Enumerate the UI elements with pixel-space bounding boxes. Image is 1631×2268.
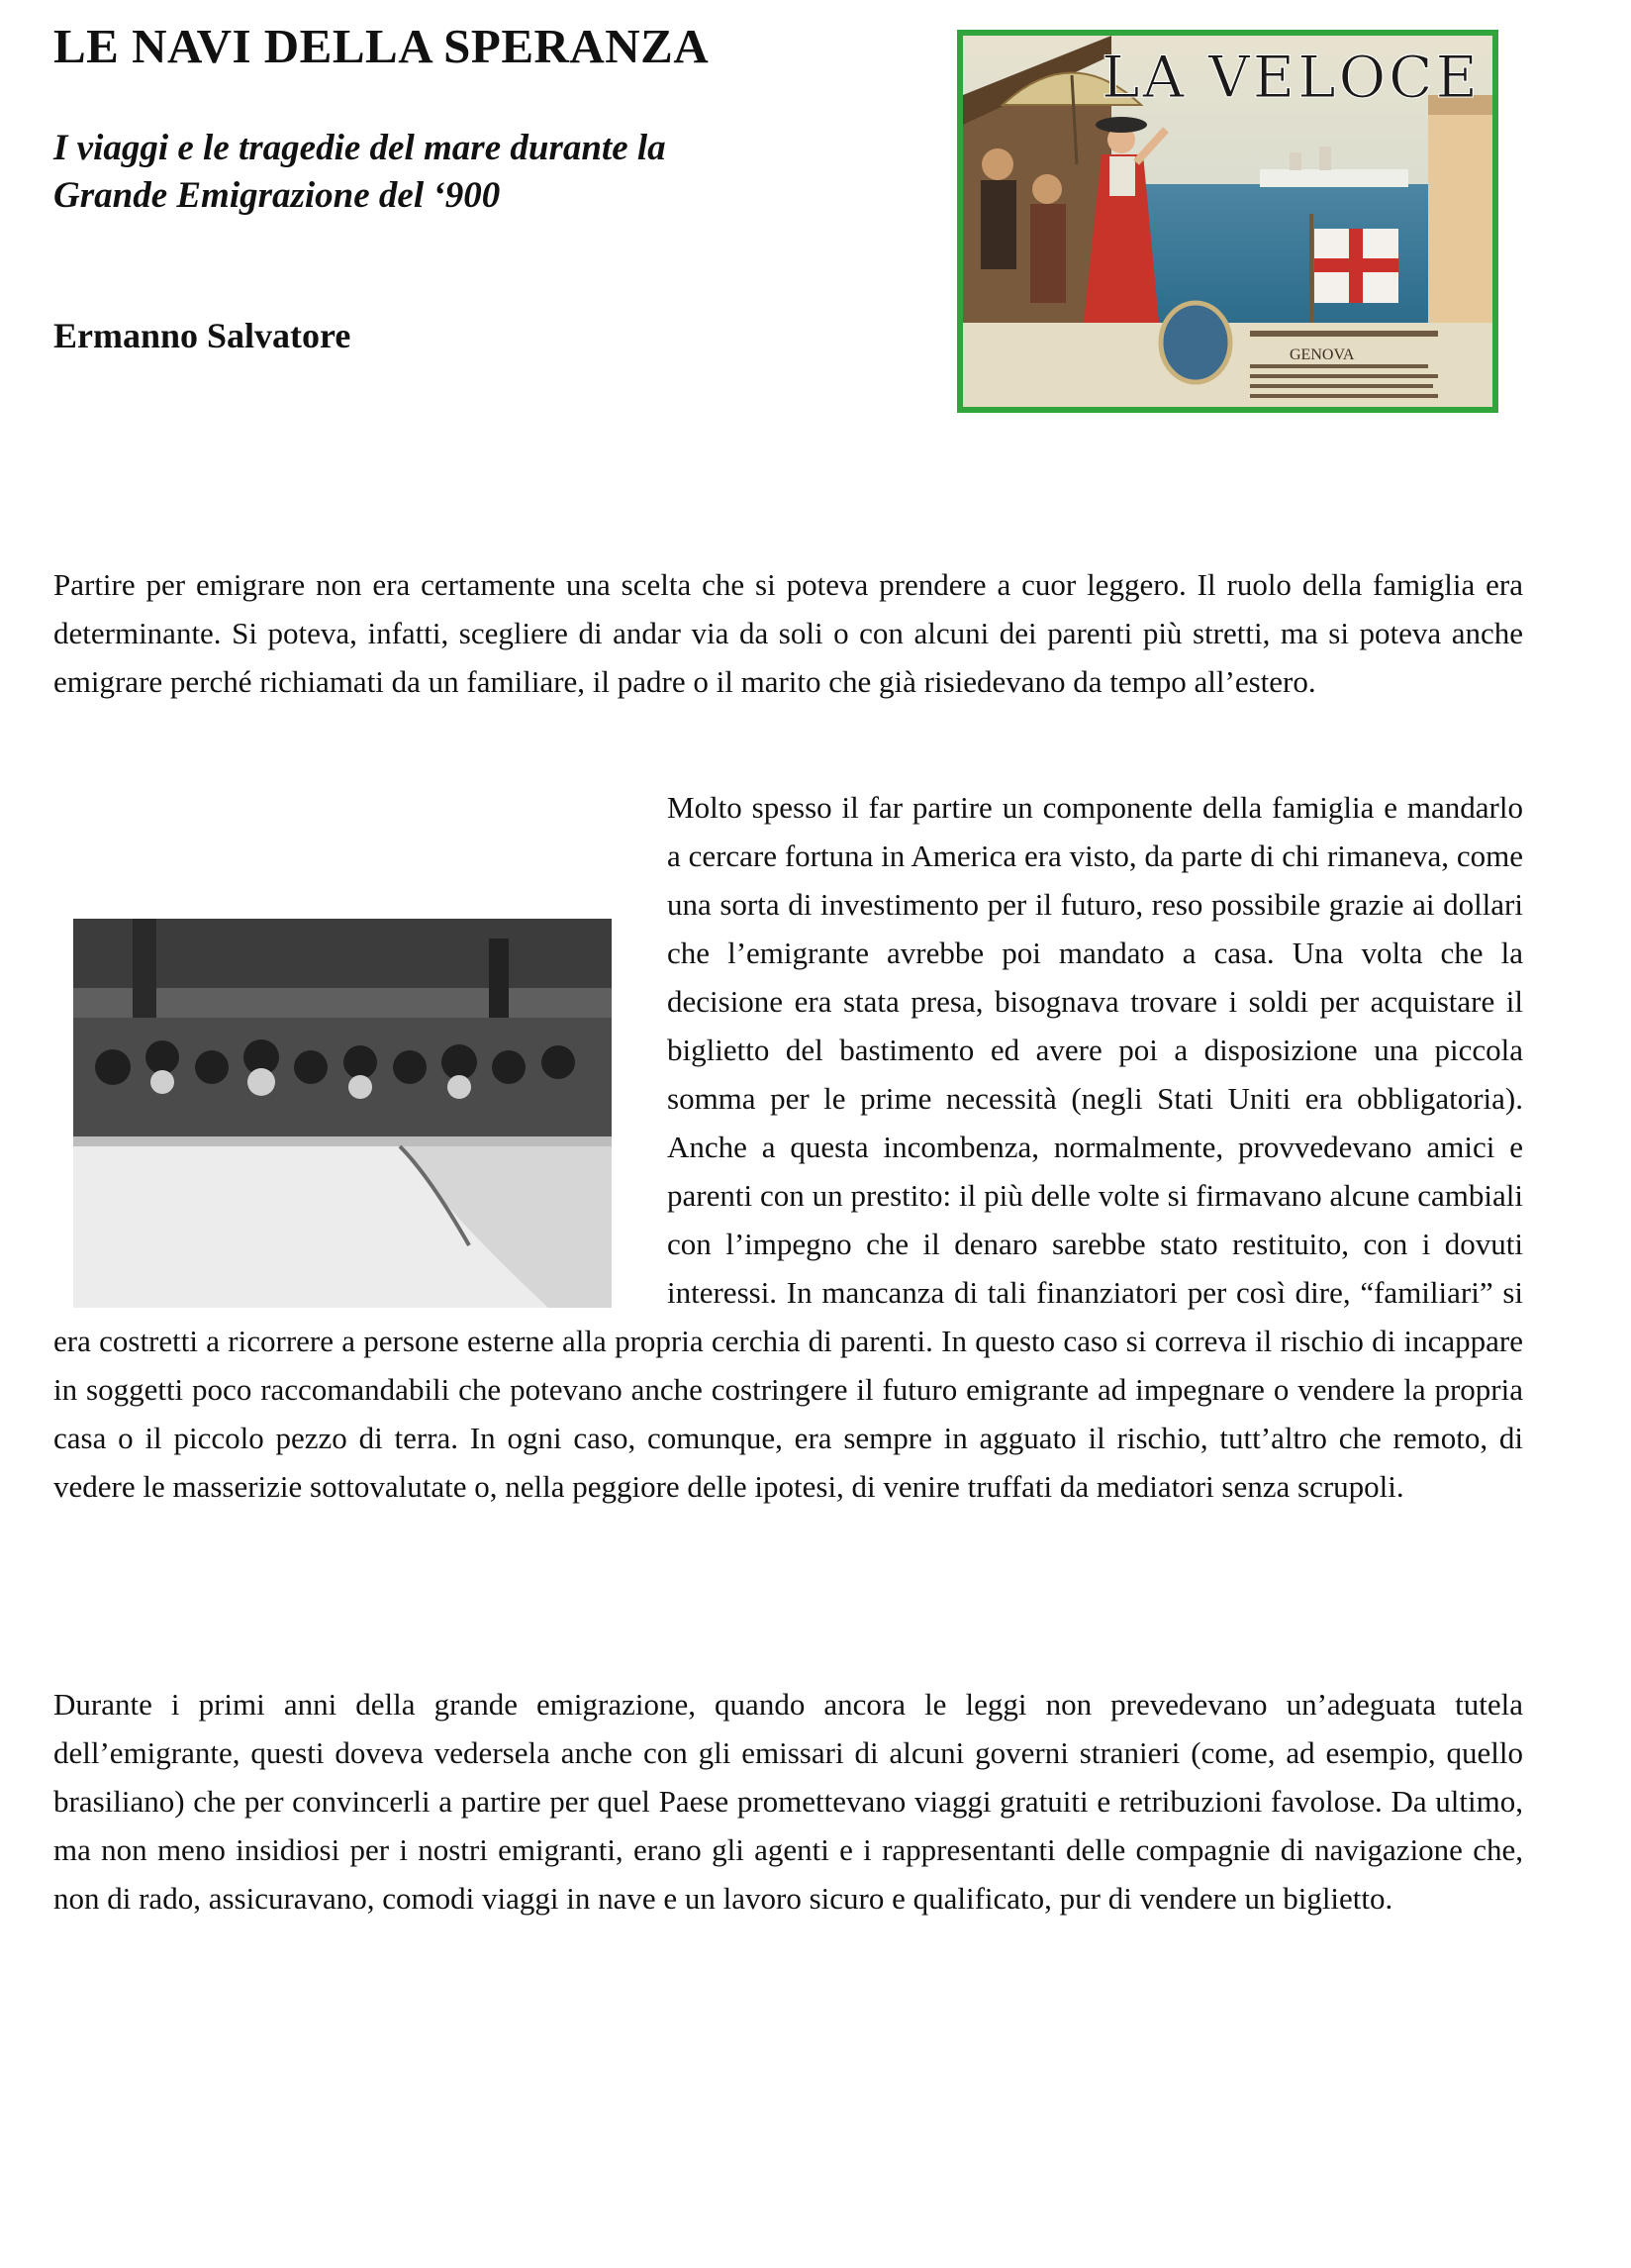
poster-brand: LA VELOCE bbox=[1102, 44, 1481, 111]
la-veloce-poster-image bbox=[957, 30, 1498, 413]
paragraph-3: Durante i primi anni della grande emigrazione, quando ancora le leggi non prevedevano un’adeguata tutela dell’emigrante, questi doveva vedersela anche con gli emissari di alcuni governi stranieri (come, ad esempio, quello brasiliano) che per convincerli a partire per quel Paese promettevano viaggi gratuiti e retribuzioni favolose. Da ultimo, ma non meno insidiosi per i nostri emigranti, erano gli agenti e i rappresentanti delle compagnie di navigazione che, non di rado, assicuravano, comodi viaggi in nave e un lavoro sicuro e qualificato, pur di vendere un biglietto. bbox=[53, 1687, 1523, 1916]
photo-wrap-spacer bbox=[53, 882, 667, 1283]
paragraph-2-container bbox=[53, 783, 1523, 1511]
document-subtitle bbox=[53, 125, 806, 220]
paragraph-1: Partire per emigrare non era certamente una scelta che si poteva prendere a cuor leggero. Il ruolo della famiglia era determinante. Si poteva, infatti, scegliere di andar via da soli o con alcuni dei parenti più stretti, ma si poteva anche emigrare perché richiamati da un familiare, il padre o il marito che già risiedevano da tempo all’estero. bbox=[53, 567, 1523, 699]
author-name: Ermanno Salvatore bbox=[53, 316, 351, 355]
document-title: LE NAVI DELLA SPERANZA bbox=[53, 19, 710, 73]
poster-city: GENOVA bbox=[1290, 346, 1355, 363]
paragraph-2: Molto spesso il far partire un componente della famiglia e mandarlo a cercare fortuna in America era visto, da parte di chi rimaneva, come una sorta di investimento per il futuro, reso possibile grazie ai dollari che l’emigrante avrebbe poi mandato a casa. Una volta che la decisione era stata presa, bisognava trovare i soldi per acquistare il biglietto del bastimento ed avere poi a disposizione una piccola somma per le prime necessità (negli Stati Uniti era obbligatoria). Anche a questa incombenza, normalmente, provvedevano amici e parenti con un prestito: il più delle volte si firmavano alcune cambiali con l’impegno che il denaro sarebbe stato restituito, con i dovuti interessi. In mancanza di tali finanziatori per così dire, “familiari” si era costretti a ricorrere a persone esterne alla propria cerchia di parenti. In questo caso si correva il rischio di incappare in soggetti poco raccomandabili che potevano anche costringere il futuro emigrante ad impegnare o vendere la propria casa o il piccolo pezzo di terra. In ogni caso, comunque, era sempre in agguato il rischio, tutt’altro che remoto, di vedere le masserizie sottovalutate o, nella peggiore delle ipotesi, di venire truffati da mediatori senza scrupoli. bbox=[53, 790, 1523, 1504]
subtitle-line-2: Grande Emigrazione del ‘900 bbox=[53, 175, 501, 216]
subtitle-line-1: I viaggi e le tragedie del mare durante la bbox=[53, 128, 666, 168]
